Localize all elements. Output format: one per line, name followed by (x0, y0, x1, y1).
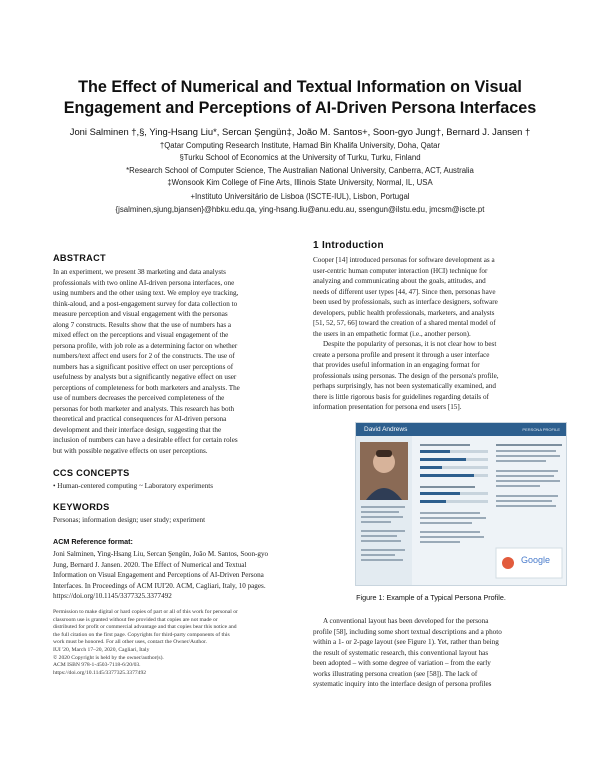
ccs-item: • Human-centered computing ~ Laboratory experiments (53, 482, 214, 490)
mid-text-line (420, 541, 460, 543)
intro-line: been adopted – with some degree of variation – from the early (313, 659, 491, 667)
affiliation-5: +Instituto Universitário de Lisboa (ISCTE-IUL), Lisbon, Portugal (190, 192, 410, 201)
side-text-line (361, 521, 391, 523)
abstract-heading: ABSTRACT (53, 253, 106, 263)
affiliation-1: †Qatar Computing Research Institute, Hamad Bin Khalifa University, Doha, Qatar (159, 141, 441, 150)
abstract-line: inclusion of numbers can have a desirable effect for certain roles (53, 436, 238, 444)
abstract-line: theoretical and practical consequences for AI-driven persona (53, 415, 227, 423)
side-text-line (361, 530, 405, 532)
abstract-line: think-aloud, and a post-engagement survey for data collection to (53, 299, 238, 308)
abstract-line: development and their interface design, suggesting that the (53, 425, 222, 434)
footnote-line: classroom use is granted without fee provided that copies are not made or (53, 616, 218, 623)
acm-ref-heading: ACM Reference format: (53, 537, 133, 546)
right-text-line (496, 470, 558, 472)
intro-line: needs of different user types [44, 47]. Since then, personas have (313, 287, 496, 296)
abstract-line: usefulness by analysts but a significantly negative effect on user (53, 373, 237, 381)
intro-line: analyzing and communicating about the goals, attitudes, and (313, 277, 486, 285)
footnote-line: IUI '20, March 17–20, 2020, Cagliari, Italy (53, 646, 150, 653)
slider-fill (420, 474, 474, 477)
right-text-line (496, 460, 546, 462)
intro-paragraph-3 (313, 616, 549, 690)
mid-text-line (420, 512, 480, 514)
footnote-line: the full citation on the first page. Copyrights for third-party components of this (53, 631, 230, 638)
abstract-line: along 7 constructs. Results show that the use of numbers has a (53, 320, 232, 329)
intro-line: the users in an empathetic format (i.e., another person). (313, 329, 471, 338)
left-column (53, 253, 303, 602)
abstract-line: professionals with two online AI-driven persona interfaces, one (53, 278, 235, 287)
intro-line: A conventional layout has been developed for the persona (323, 617, 489, 625)
google-logo-text: Google (521, 555, 551, 565)
mid-text-line (420, 486, 475, 488)
title-line-2: Engagement and Perceptions of AI-Driven Persona Interfaces (63, 99, 537, 117)
abstract-line: In an experiment, we present 38 marketing and data analysts (53, 268, 226, 276)
abstract-line: measure perception and visual engagement with the personas (53, 310, 228, 318)
intro-line: works illustrating persona creation (see [58]). The lack of (313, 669, 478, 678)
copyright-footnote (53, 609, 299, 677)
persona-figure-header (356, 423, 566, 436)
intro-line: Despite the popularity of personas, it is not clear how to best (323, 340, 497, 348)
title-line-1: The Effect of Numerical and Textual Information on Visual (78, 78, 522, 96)
intro-line: [51, 52, 57, 66] toward the creation of a shared mental model of (313, 319, 496, 327)
figure-caption: Figure 1: Example of a Typical Persona Profile. (356, 593, 506, 602)
footnote-line: ACM ISBN 978-1-4503-7118-6/20/03. (53, 662, 141, 669)
intro-line: within a 1- or 2-page layout (see Figure 1). Yet, rather than being (313, 638, 499, 646)
affiliation-2: §Turku School of Economics at the University of Turku, Turku, Finland (179, 153, 421, 162)
persona-hair (376, 450, 392, 457)
slider-fill (420, 492, 460, 495)
footnote-line: https://doi.org/10.1145/3377325.3377492 (53, 669, 147, 676)
right-column (313, 240, 549, 413)
right-text-line (496, 475, 554, 477)
intro-line: the result of systematic research, this conventional layout has (313, 648, 489, 657)
abstract-line: personas for both marketer and analysts. This research has both (53, 404, 235, 413)
slider-fill (420, 458, 466, 461)
persona-name: David Andrews (364, 426, 408, 433)
intro-line: that provides useful information in an engaging format for (313, 361, 480, 369)
mid-text-line (420, 531, 480, 533)
right-text-line (496, 480, 560, 482)
intro-line: there is little rigorous basis for guidelines regarding details of (313, 392, 489, 401)
paper-title (40, 77, 560, 119)
side-text-line (361, 511, 399, 513)
ccs-heading: CCS CONCEPTS (53, 468, 130, 478)
intro-line: systematic inquiry into the interface design of persona profiles (313, 680, 492, 688)
intro-paragraph-2 (313, 339, 549, 413)
footnote-line: © 2020 Copyright is held by the owner/author(s). (53, 654, 164, 661)
abstract-line: perceptions of completeness for both marketers and analysts. The (53, 383, 240, 392)
intro-heading: 1 Introduction (313, 240, 384, 251)
author-emails: {jsalminen,sjung,bjansen}@hbku.edu.qa, ying-hsang.liu@anu.edu.au, ssengun@ilstu.edu, jmcsm@iscte.pt (115, 205, 485, 214)
abstract-line: but with possible negative effects on user perceptions. (53, 446, 208, 455)
right-text-line (496, 455, 560, 457)
right-text-line (496, 500, 552, 502)
mid-text-line (420, 522, 472, 524)
acm-ref-line: Jung, Bernard J. Jansen. 2020. The Effect of Numerical and Textual (53, 560, 247, 569)
right-text-line (496, 450, 556, 452)
intro-line: create a persona profile and present it through a user interface (313, 350, 490, 359)
mid-text-line (420, 536, 484, 538)
author-list: Joni Salminen †,§, Ying-Hsang Liu*, Sercan Şengün‡, João M. Santos+, Soon-gyo Jung†, Bernard J. Jansen † (69, 126, 531, 137)
mid-text-line (420, 517, 486, 519)
side-text-line (361, 535, 397, 537)
slider-fill (420, 450, 450, 453)
intro-line: perhaps surprisingly, has not been systematically examined, and (313, 382, 496, 390)
keywords-heading: KEYWORDS (53, 501, 110, 512)
abstract-text (53, 267, 303, 456)
intro-line: Cooper [14] introduced personas for software development as a (313, 256, 495, 264)
side-text-line (361, 516, 403, 518)
abstract-line: numbers has a significant positive effect on user perceptions of (53, 362, 234, 371)
right-text-line (496, 485, 540, 487)
acm-ref-line: https://doi.org/10.1145/3377325.3377492 (53, 592, 172, 600)
right-text-line (496, 505, 556, 507)
persona-header-label: PERSONA PROFILE (522, 427, 560, 432)
footnote-line: distributed for profit or commercial advantage and that copies bear this notice and (53, 624, 237, 631)
side-text-line (361, 554, 395, 556)
affiliation-4: ‡Wonsook Kim College of Fine Arts, Illinois State University, Normal, IL, USA (167, 178, 433, 187)
intro-line: user-centric human computer interaction (HCI) technique for (313, 266, 488, 275)
brand-logo-icon (502, 557, 514, 569)
right-text-line (496, 444, 562, 446)
intro-paragraph-1 (313, 255, 549, 339)
acm-ref-line: Information on Visual Engagement and Perceptions of AI-Driven Persona (53, 571, 264, 579)
acm-ref-text (53, 549, 303, 602)
footnote-line: Permission to make digital or hard copies of part or all of this work for personal or (53, 609, 238, 615)
side-text-line (361, 506, 405, 508)
slider-fill (420, 500, 446, 503)
mid-text-line (420, 444, 470, 446)
right-text-line (496, 495, 558, 497)
intro-line: been used by professionals, such as interface designers, software (313, 298, 498, 306)
abstract-line: numbers/text affect end users for 2 of the constructs. The use of (53, 352, 235, 360)
slider-fill (420, 466, 442, 469)
abstract-line: mixed effect on the perceptions and visual engagement of the (53, 331, 229, 339)
abstract-line: use of numbers decreases the perceived completeness of the (53, 394, 225, 402)
acm-ref-line: Interfaces. In Proceedings of ACM IUI'20. ACM, Cagliari, Italy, 10 pages. (53, 581, 266, 590)
acm-ref-line: Joni Salminen, Ying-Hsang Liu, Sercan Şengün, João M. Santos, Soon-gyo (53, 550, 269, 558)
right-column-bottom (313, 616, 549, 690)
keywords-text: Personas; information design; user study; experiment (53, 515, 206, 524)
intro-line: professionals using personas. The design of the persona's profile, (313, 371, 499, 380)
intro-line: information presentation for persona end users [15]. (313, 403, 462, 411)
abstract-line: using numbers and the other using text. We employ eye tracking, (53, 289, 239, 297)
side-text-line (361, 559, 403, 561)
persona-figure-body (356, 436, 566, 585)
side-text-line (361, 540, 401, 542)
persona-profile-figure (355, 422, 567, 586)
affiliation-3: *Research School of Computer Science, The Australian National University, Canberra, ACT, Australia (126, 166, 474, 175)
footnote-line: work must be honored. For all other uses, contact the Owner/Author. (53, 639, 207, 646)
intro-line: profile [58], including some short textual descriptions and a photo (313, 627, 502, 636)
abstract-line: persona profile, with job role as a determining factor on whether (53, 341, 238, 350)
intro-line: developers, public health professionals, marketers, and analysts (313, 308, 495, 317)
side-text-line (361, 549, 405, 551)
